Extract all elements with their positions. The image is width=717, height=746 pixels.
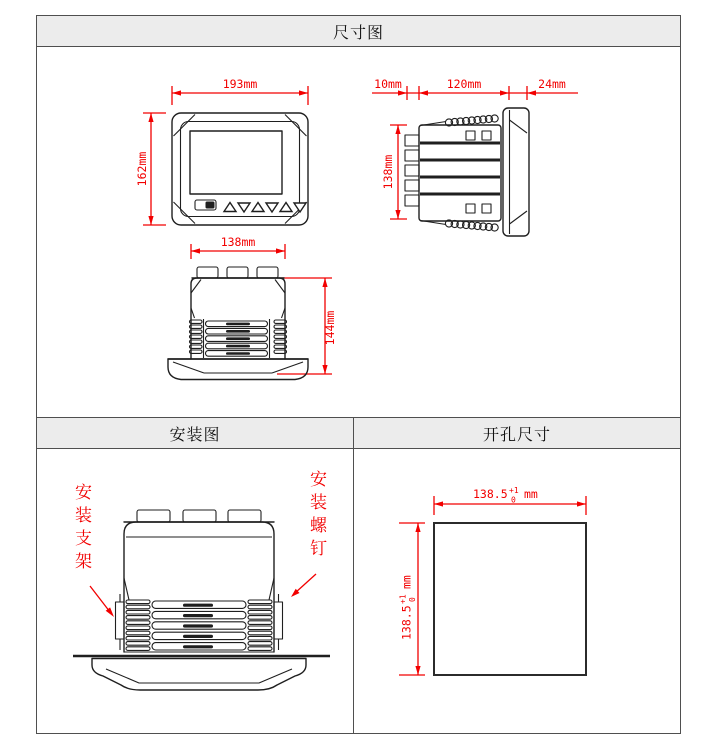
top-width-label: 138mm — [220, 235, 256, 249]
side-depth-dimensions — [372, 77, 578, 100]
front-view-drawing — [135, 77, 308, 225]
side-height-label: 138mm — [381, 154, 395, 190]
cutout-width-tol-plus: +1 — [509, 486, 519, 495]
side-terminal-blocks — [405, 135, 419, 206]
front-power-indicator — [195, 200, 216, 210]
key-down-icon — [266, 203, 278, 212]
install-bracket-right — [274, 594, 283, 650]
section-header-cutout — [354, 418, 680, 449]
install-terminal-blocks — [124, 510, 274, 522]
front-height-dimension — [135, 113, 166, 225]
side-front-bezel — [503, 108, 529, 236]
cutout-drawing — [354, 449, 680, 733]
cutout-height-tol-minus: 0 — [408, 597, 417, 602]
cutout-title: 开孔尺寸 — [482, 426, 551, 444]
install-bracket-left — [116, 594, 125, 650]
installation-title: 安装图 — [169, 426, 221, 444]
side-height-dimension — [381, 125, 407, 219]
side-terminal-depth-label: 10mm — [374, 77, 402, 91]
dimensions-title: 尺寸图 — [332, 24, 384, 42]
top-terminal-blocks — [192, 267, 284, 278]
cutout-height-dimension — [399, 523, 426, 675]
front-screen — [190, 131, 282, 194]
section-header-installation — [37, 418, 354, 449]
side-body-depth-label: 120mm — [446, 77, 482, 91]
key-up-icon — [280, 203, 292, 212]
section-header-dimensions — [37, 16, 680, 47]
key-down-icon — [294, 203, 306, 212]
cutout-height-unit: mm — [399, 575, 414, 589]
cutout-width-value: 138.5 — [473, 487, 508, 501]
top-front-bezel — [168, 359, 308, 380]
top-width-dimension — [191, 235, 285, 259]
cutout-height-value: 138.5 — [399, 605, 414, 640]
cutout-width-tol-minus: 0 — [511, 495, 516, 505]
install-front-bezel — [92, 659, 306, 691]
spec-table — [36, 15, 681, 734]
screw-callout-arrow — [291, 574, 316, 597]
bracket-callout-arrow — [90, 586, 114, 617]
front-width-dimension — [172, 77, 308, 105]
install-vent-slats — [126, 600, 272, 650]
cutout-width-dimension — [434, 486, 586, 515]
installation-cell — [37, 449, 354, 733]
screw-label: 安装螺钉 — [307, 470, 326, 562]
bracket-label: 安装支架 — [72, 483, 91, 575]
front-key-buttons — [224, 203, 306, 213]
cutout-width-unit: mm — [524, 487, 538, 501]
panel-cutout-square — [434, 523, 586, 675]
cutout-height-tol-plus: +1 — [398, 594, 408, 604]
front-height-label: 162mm — [135, 151, 149, 187]
cutout-cell — [354, 449, 680, 733]
key-up-icon — [224, 203, 236, 212]
side-bezel-depth-label: 24mm — [538, 77, 566, 91]
key-down-icon — [238, 203, 250, 212]
side-view-drawing — [372, 77, 578, 236]
front-width-label: 193mm — [222, 77, 258, 91]
top-height-label: 144mm — [323, 310, 337, 346]
key-up-icon — [252, 203, 264, 212]
dimension-drawings — [37, 47, 680, 417]
top-view-drawing — [168, 235, 337, 380]
dimension-drawings-cell — [37, 47, 680, 418]
